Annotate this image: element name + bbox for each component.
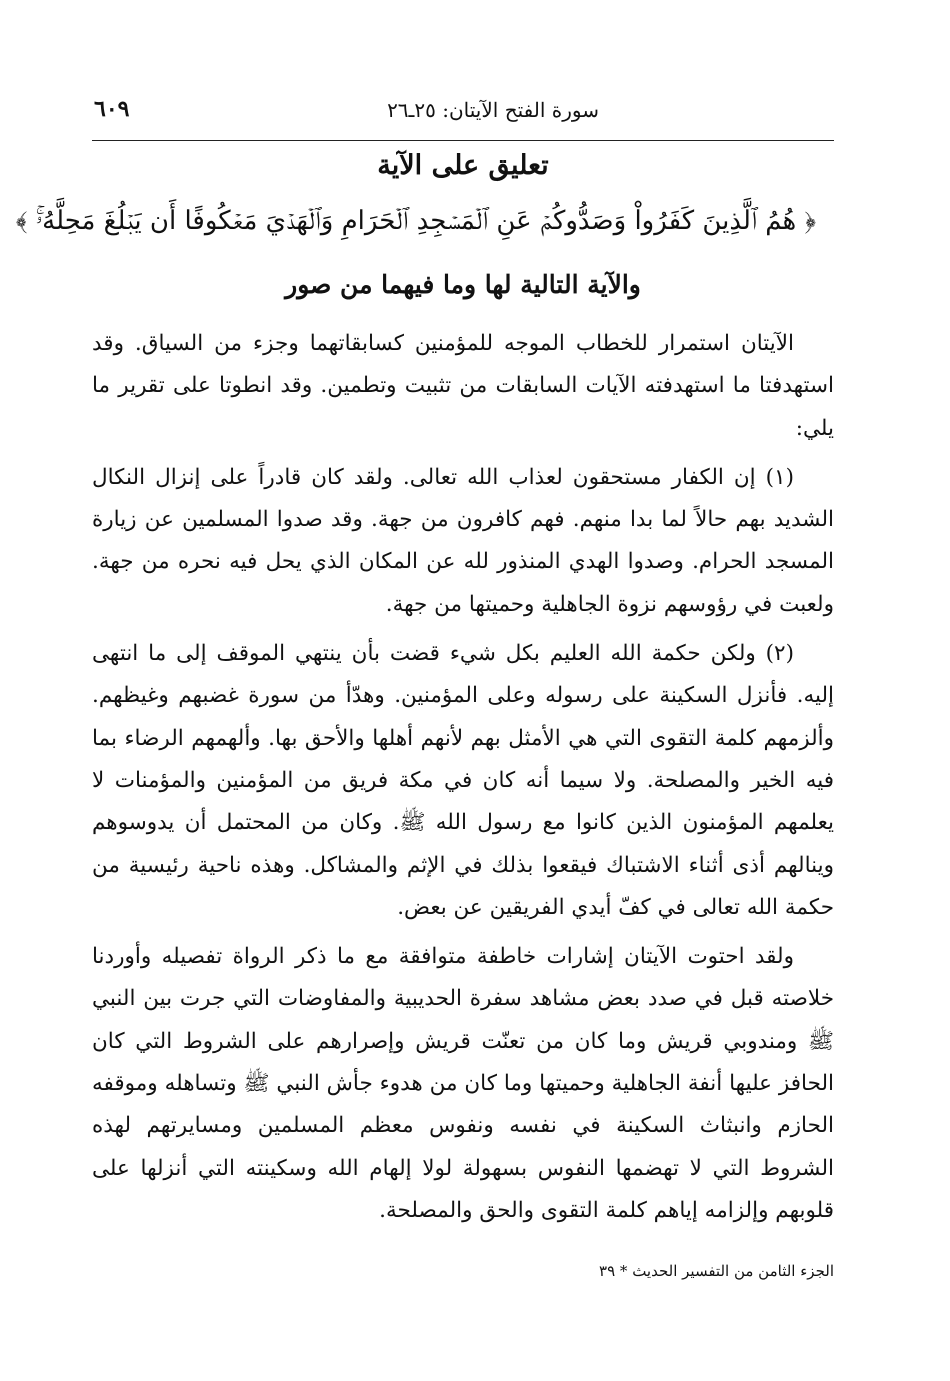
- quran-verse: ﴿ هُمُ ٱلَّذِينَ كَفَرُواْ وَصَدُّوكُمۡ عَنِ ٱلۡمَسۡجِدِ ٱلۡحَرَامِ وَٱلۡهَدۡيَ مَعۡكُوفًا أَن يَبۡلُغَ مَحِلَّهُۥۚ ﴾: [15, 206, 816, 236]
- running-header: [92, 96, 834, 128]
- paragraph-conclusion: ولقد احتوت الآيتان إشارات خاطفة متوافقة مع ما ذكر الرواة تفصيله وأوردنا خلاصته قبل في صدد بعض مشاهد سفرة الحديبية والمفاوضات التي جرت بين النبي ﷺ ومندوبي قريش وما كان من تعنّت قريش وإصرارهم على الشروط التي كان الحافز عليها أنفة الجاهلية وحميتها وما كان من هدوء جأش النبي ﷺ وتساهله وموقفه الحازم وانبثاث السكينة في نفسه ونفوس معظم المسلمين ومسايرتهم لهذه الشروط التي لا تهضمها النفوس بسهولة لولا إلهام الله وسكينته التي أنزلها على قلوبهم وإلزامه إياهم كلمة التقوى والحق والمصلحة.: [92, 944, 834, 1223]
- sub-heading: والآية التالية لها وما فيهما من صور: [285, 270, 641, 299]
- paragraph-intro: الآيتان استمرار للخطاب الموجه للمؤمنين كسابقاتهما وجزء من السياق. وقد استهدفتا ما استهدفته الآيات السابقات من تثبيت وتطمين. وقد انطوتا على تقرير ما يلي:: [92, 331, 834, 441]
- section-heading: تعليق على الآية: [377, 150, 549, 181]
- paragraph-point-2: (٢) ولكن حكمة الله العليم بكل شيء قضت بأن ينتهي الموقف إلى ما انتهى إليه. فأنزل السكينة على رسوله وعلى المؤمنين. وهدّأ من سورة غضبهم وغيظهم. وألزمهم كلمة التقوى التي هي الأمثل بهم لأنهم أهلها والأحق بها. وألهمهم الرضاء بما فيه الخير والمصلحة. ولا سيما أنه كان في مكة فريق من المؤمنين والمؤمنات لا يعلمهم المؤمنون الذين كانوا مع رسول الله ﷺ. وكان من المحتمل أن يدوسوهم وينالهم أذى أثناء الاشتباك فيقعوا بذلك في الإثم والمشاكل. وهذه ناحية رئيسية من حكمة الله تعالى في كفّ أيدي الفريقين عن بعض.: [92, 641, 834, 920]
- surah-header-title: سورة الفتح الآيتان: ٢٥ـ٢٦: [387, 98, 599, 122]
- body-text: [92, 323, 834, 1239]
- volume-footer: الجزء الثامن من التفسير الحديث * ٣٩: [599, 1262, 834, 1280]
- paragraph-point-1: (١) إن الكفار مستحقون لعذاب الله تعالى. ولقد كان قادراً على إنزال النكال الشديد بهم حالاً لما بدا منهم. فهم كافرون من جهة. وقد صدوا المسلمين عن زيارة المسجد الحرام. وصدوا الهدي المنذور لله عن المكان الذي يحل فيه نحره من جهة. ولعبت في رؤوسهم نزوة الجاهلية وحميتها من جهة.: [92, 464, 834, 617]
- header-divider: [92, 140, 834, 141]
- page-number: ٦٠٩: [94, 96, 130, 122]
